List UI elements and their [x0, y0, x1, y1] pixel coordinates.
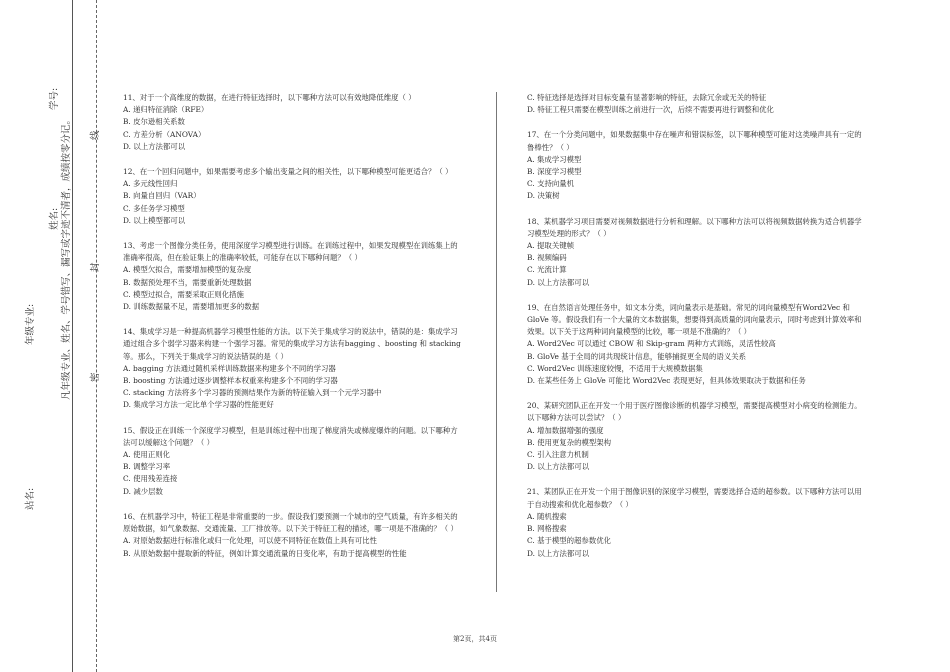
option-a: A. 模型欠拟合，需要增加模型的复杂度 — [123, 265, 252, 275]
question-text: 18、某机器学习项目需要对视频数据进行分析和理解。以下哪种方法可以将视频数据转换为适合机器学习模型处理的形式？（ ） — [527, 216, 862, 238]
option-c: C. 基于模型的超参数优化 — [527, 536, 611, 546]
right-column — [527, 92, 865, 573]
line-mark: 线 — [90, 130, 101, 140]
question-16 — [123, 511, 461, 560]
option-b: B. 使用更复杂的模型架构 — [527, 437, 612, 447]
option-a: A. 提取关键帧 — [527, 241, 574, 251]
binding-dashed-line — [96, 0, 97, 672]
question-text: 14、集成学习是一种提高机器学习模型性能的方法。以下关于集成学习的说法中，错误的是：集成学习通过组合多个弱学习器来构建一个强学习器。常见的集成学习方法有bagging 、boosting 和 stacking 等。那么，下列关于集成学习的说法错误的是（ ） — [123, 327, 461, 361]
option-d: D. 在某些任务上 GloVe 可能比 Word2Vec 表现更好，但具体效果取决于数据和任务 — [527, 376, 806, 386]
question-21 — [527, 486, 865, 559]
column-divider — [496, 92, 497, 592]
option-b: B. 视频编码 — [527, 253, 567, 263]
option-c: C. 特征选择是选择对目标变量有显著影响的特征，去除冗余或无关的特征 — [527, 93, 767, 102]
binding-strip — [0, 0, 105, 672]
option-a: A. 多元线性回归 — [123, 179, 178, 189]
question-15 — [123, 425, 461, 498]
option-a: A. 递归特征消除（RFE） — [123, 105, 209, 115]
question-text: 21、某团队正在开发一个用于图像识别的深度学习模型，需要选择合适的超参数。以下哪种方法可以用于自动搜索和优化超参数？（ ） — [527, 487, 862, 509]
option-c: C. stacking 方法将多个学习器的预测结果作为新的特征输入到一个元学习器中 — [123, 388, 382, 398]
question-20 — [527, 400, 865, 473]
question-text: 15、假设正在训练一个深度学习模型，但是训练过程中出现了梯度消失或梯度爆炸的问题。以下哪种方法可以缓解这个问题？（ ） — [123, 425, 458, 447]
option-d: D. 以上方法都可以 — [527, 462, 590, 472]
option-b: B. 网格搜索 — [527, 524, 567, 534]
option-c: C. Word2Vec 训练速度较慢，不适用于大规模数据集 — [527, 363, 703, 373]
option-d: D. 以上方法都可以 — [527, 277, 590, 287]
option-d: D. 以上方法都可以 — [527, 548, 590, 558]
option-b: B. 深度学习模型 — [527, 167, 582, 177]
option-b: B. 向量自回归（VAR） — [123, 191, 201, 201]
option-a: A. 使用正则化 — [123, 450, 170, 460]
question-11 — [123, 92, 461, 153]
question-text: 12、在一个回归问题中，如果需要考虑多个输出变量之间的相关性，以下哪种模型可能更适合？（ ） — [123, 167, 453, 177]
option-c: C. 引入注意力机制 — [527, 450, 589, 460]
question-13 — [123, 240, 461, 313]
option-b: B. GloVe 基于全局的词共现统计信息，能够捕捉更全局的语义关系 — [527, 351, 746, 361]
question-12 — [123, 166, 461, 227]
option-b: B. boosting 方法通过逐步调整样本权重来构建多个不同的学习器 — [123, 376, 338, 386]
option-c: C. 支持向量机 — [527, 179, 575, 189]
option-b: B. 数据预处理不当，需要重新处理数据 — [123, 277, 252, 287]
option-d: D. 减少层数 — [123, 486, 163, 496]
option-a: A. Word2Vec 可以通过 CBOW 和 Skip-gram 两种方式训练，灵活性较高 — [527, 339, 776, 349]
question-text: 11、对于一个高维度的数据，在进行特征选择时，以下哪种方法可以有效地降低维度（ ） — [123, 93, 416, 102]
option-c: C. 多任务学习模型 — [123, 203, 185, 213]
option-a: A. 随机搜索 — [527, 511, 567, 521]
question-text: 20、某研究团队正在开发一个用于医疗图像诊断的机器学习模型，需要提高模型对小病变的检测能力。以下哪种方法可以尝试？（ ） — [527, 401, 862, 423]
option-a: A. 对原始数据进行标准化或归一化处理，可以使不同特征在数值上具有可比性 — [123, 536, 377, 546]
option-d: D. 决策树 — [527, 191, 560, 201]
option-a: A. 集成学习模型 — [527, 154, 582, 164]
option-a: A. 增加数据增强的强度 — [527, 425, 604, 435]
school-label: 站名: — [25, 487, 36, 510]
option-c: C. 使用残差连接 — [123, 474, 178, 484]
option-b: B. 皮尔逊相关系数 — [123, 117, 185, 127]
seal-mark: 封 — [90, 262, 101, 272]
binding-notice: 凡年级专业、姓名、学号错写、漏写或字迹不清者，成绩按零分记。 — [61, 114, 72, 400]
option-d: D. 以上方法都可以 — [123, 141, 186, 151]
question-18 — [527, 216, 865, 289]
option-d: D. 以上模型都可以 — [123, 215, 186, 225]
question-text: 19、在自然语言处理任务中，如文本分类，词向量表示是基础。常见的词向量模型有Word2Vec 和 GloVe 等。假设我们有一个大量的文本数据集，想要得到高质量的词向量表示，同时考虑到计算效率和效果。以下关于这两种词向量模型的比较，哪一项是不准确的？（ ） — [527, 302, 862, 337]
question-16-continued — [527, 92, 865, 116]
question-19 — [527, 302, 865, 387]
option-c: C. 模型过拟合，需要采取正则化措施 — [123, 289, 244, 299]
option-d: D. 训练数据量不足，需要增加更多的数据 — [123, 302, 260, 312]
question-text: 17、在一个分类问题中，如果数据集中存在噪声和错误标签，以下哪种模型可能对这类噪声具有一定的鲁棒性？（ ） — [527, 130, 862, 152]
option-d: D. 特征工程只需要在模型训练之前进行一次，后续不需要再进行调整和优化 — [527, 105, 774, 115]
question-text: 16、在机器学习中，特征工程是非常重要的一步。假设我们要预测一个城市的空气质量，有许多相关的原始数据，如气象数据、交通流量、工厂排放等。以下关于特征工程的描述，哪一项是不准确的？（ ） — [123, 511, 458, 534]
left-column — [123, 92, 461, 573]
question-14 — [123, 326, 461, 411]
name-label: 姓名: — [49, 207, 60, 230]
binding-solid-line — [72, 0, 73, 672]
page-footer: 第2页，共4页 — [453, 635, 497, 643]
option-a: A. bagging 方法通过随机采样训练数据来构建多个不同的学习器 — [123, 363, 336, 373]
option-c: C. 光流计算 — [527, 265, 567, 275]
question-17 — [527, 129, 865, 202]
exam-number-label: 学号: — [49, 87, 60, 110]
option-b: B. 调整学习率 — [123, 462, 171, 472]
question-text: 13、考虑一个图像分类任务，使用深度学习模型进行训练。在训练过程中，如果发现模型在训练集上的准确率很高，但在验证集上的准确率较低，可能存在以下哪种问题？（ ） — [123, 241, 458, 263]
option-d: D. 集成学习方法一定比单个学习器的性能更好 — [123, 400, 274, 410]
option-c: C. 方差分析（ANOVA） — [123, 129, 206, 139]
seal-line-mark: 密 — [90, 372, 101, 382]
option-b: B. 从原始数据中提取新的特征，例如计算交通流量的日变化率，有助于提高模型的性能 — [123, 548, 407, 558]
grade-major-label: 年级专业: — [25, 303, 36, 345]
